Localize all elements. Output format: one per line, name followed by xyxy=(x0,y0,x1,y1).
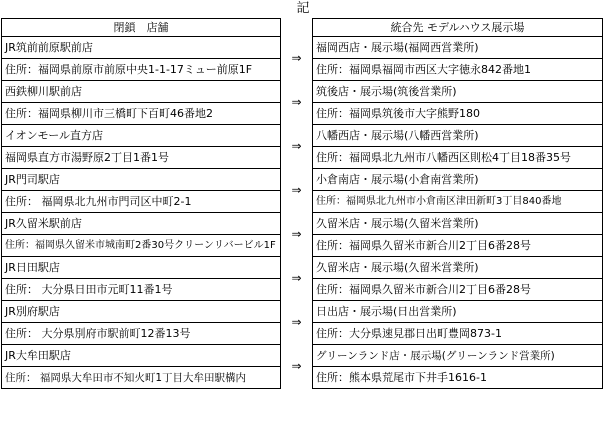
merged-store-name: 日出店・展示場(日出営業所) xyxy=(313,301,603,323)
closed-store-address: 住所： 大分県別府市駅前町12番13号 xyxy=(2,323,281,345)
right-arrow-icon: ⇒ xyxy=(291,315,302,329)
merged-store-name: 小倉南店・展示場(小倉南営業所) xyxy=(313,169,603,191)
merged-store-address: 住所：福岡県筑後市大字熊野180 xyxy=(313,103,603,125)
closed-store-address: 住所： 福岡県北九州市門司区中町2-1 xyxy=(2,191,281,213)
right-arrow-icon: ⇒ xyxy=(291,183,302,197)
closed-store-name: 西鉄柳川駅前店 xyxy=(2,81,281,103)
closed-store-address: 住所：福岡県柳川市三橋町下百町46番地2 xyxy=(2,103,281,125)
closed-store-name: JR大牟田駅店 xyxy=(2,345,281,367)
closed-store-address: 住所： 大分県日田市元町11番1号 xyxy=(2,279,281,301)
right-arrow-icon: ⇒ xyxy=(291,359,302,373)
merged-store-address: 住所：熊本県荒尾市下井手1616-1 xyxy=(313,367,603,389)
merged-store-address: 住所：大分県速見郡日出町豊岡873-1 xyxy=(313,323,603,345)
notice-heading: 記 xyxy=(296,1,310,16)
merged-store-address: 住所：福岡県福岡市西区大字徳永842番地1 xyxy=(313,59,603,81)
merged-destinations-header: 統合先 モデルハウス展示場 xyxy=(313,19,603,37)
arrow-column xyxy=(281,36,312,388)
closed-store-address: 住所：福岡県久留米市城南町2番30号クリーンリバービル1F xyxy=(2,235,281,257)
closed-store-address: 住所： 福岡県大牟田市不知火町1丁目大牟田駅構内 xyxy=(2,367,281,389)
right-arrow-icon: ⇒ xyxy=(291,227,302,241)
right-arrow-icon: ⇒ xyxy=(291,51,302,65)
merged-store-address: 住所：福岡県北九州市八幡西区則松4丁目18番35号 xyxy=(313,147,603,169)
merged-store-name: 筑後店・展示場(筑後営業所) xyxy=(313,81,603,103)
right-arrow-icon: ⇒ xyxy=(291,139,302,153)
closed-store-name: JR日田駅店 xyxy=(2,257,281,279)
closed-store-name: イオンモール直方店 xyxy=(2,125,281,147)
merged-store-name: 久留米店・展示場(久留米営業所) xyxy=(313,257,603,279)
merged-store-name: 八幡西店・展示場(八幡西営業所) xyxy=(313,125,603,147)
closed-stores-header: 閉鎖 店舗 xyxy=(2,19,281,37)
closed-store-name: JR別府駅店 xyxy=(2,301,281,323)
merged-store-name: 久留米店・展示場(久留米営業所) xyxy=(313,213,603,235)
right-arrow-icon: ⇒ xyxy=(291,271,302,285)
closed-store-name: JR筑前前原駅前店 xyxy=(2,37,281,59)
right-arrow-icon: ⇒ xyxy=(291,95,302,109)
merged-store-address: 住所：福岡県久留米市新合川2丁目6番28号 xyxy=(313,279,603,301)
merged-store-name: 福岡西店・展示場(福岡西営業所) xyxy=(313,37,603,59)
closed-store-address: 福岡県直方市湯野原2丁目1番1号 xyxy=(2,147,281,169)
closed-store-name: JR門司駅店 xyxy=(2,169,281,191)
closed-store-name: JR久留米駅前店 xyxy=(2,213,281,235)
merged-store-address: 住所：福岡県北九州市小倉南区津田新町3丁目840番地 xyxy=(313,191,603,213)
closed-stores-table xyxy=(1,18,281,389)
merged-store-address: 住所：福岡県久留米市新合川2丁目6番28号 xyxy=(313,235,603,257)
closed-store-address: 住所：福岡県前原市前原中央1-1-17ミュー前原1F xyxy=(2,59,281,81)
merged-destinations-table xyxy=(312,18,603,389)
merged-store-name: グリーンランド店・展示場(グリーンランド営業所) xyxy=(313,345,603,367)
